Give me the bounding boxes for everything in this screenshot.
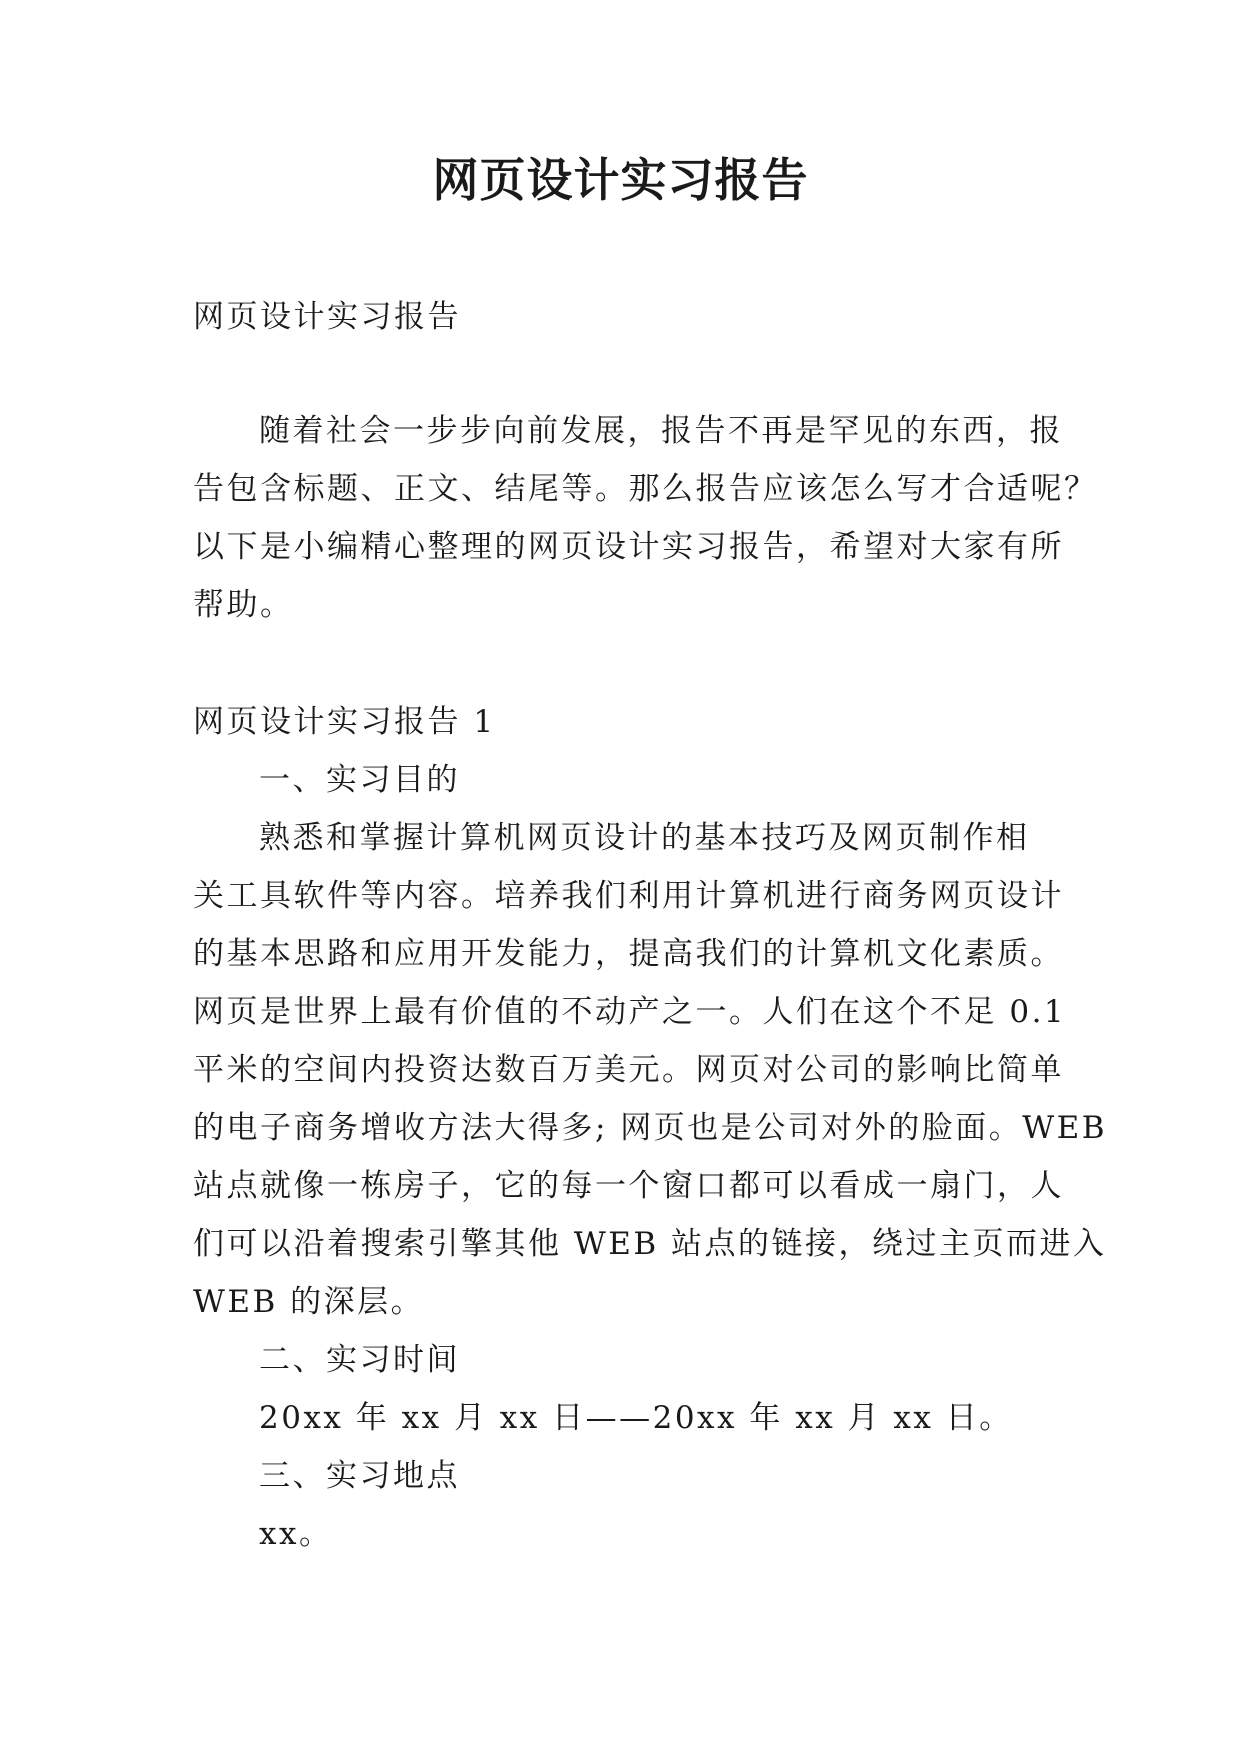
intro-line: 帮助。	[193, 587, 294, 623]
purpose-line: 平米的空间内投资达数百万美元。网页对公司的影响比简单	[193, 1052, 1064, 1088]
purpose-heading: 一、实习目的	[259, 762, 460, 798]
intro-line: 告包含标题、正文、结尾等。那么报告应该怎么写才合适呢？	[193, 471, 1098, 507]
report-heading: 网页设计实习报告 1	[193, 704, 496, 740]
purpose-paragraph	[193, 809, 1108, 1331]
report-section-1	[193, 693, 1108, 1563]
intro-paragraph	[193, 402, 1098, 634]
time-heading: 二、实习时间	[259, 1342, 460, 1378]
purpose-line: 的电子商务增收方法大得多; 网页也是公司对外的脸面。WEB	[193, 1110, 1108, 1146]
document-title: 网页设计实习报告	[432, 153, 809, 207]
place-value: xx。	[259, 1516, 333, 1552]
time-value: 20xx 年 xx 月 xx 日——20xx 年 xx 月 xx 日。	[259, 1400, 1013, 1436]
purpose-line: 的基本思路和应用开发能力，提高我们的计算机文化素质。	[193, 936, 1064, 972]
purpose-line: WEB 的深层。	[193, 1284, 425, 1320]
document-subtitle	[193, 288, 1068, 346]
purpose-line: 熟悉和掌握计算机网页设计的基本技巧及网页制作相	[259, 820, 1030, 856]
purpose-line: 关工具软件等内容。培养我们利用计算机进行商务网页设计	[193, 878, 1064, 914]
purpose-line: 们可以沿着搜索引擎其他 WEB 站点的链接，绕过主页而进入	[193, 1226, 1107, 1262]
purpose-line: 站点就像一栋房子，它的每一个窗口都可以看成一扇门，人	[193, 1168, 1064, 1204]
subtitle-line: 网页设计实习报告	[193, 299, 461, 335]
place-heading: 三、实习地点	[259, 1458, 460, 1494]
intro-line: 以下是小编精心整理的网页设计实习报告，希望对大家有所	[193, 529, 1064, 565]
purpose-line: 网页是世界上最有价值的不动产之一。人们在这个不足 0.1	[193, 994, 1067, 1030]
intro-line: 随着社会一步步向前发展，报告不再是罕见的东西，报	[259, 413, 1063, 449]
